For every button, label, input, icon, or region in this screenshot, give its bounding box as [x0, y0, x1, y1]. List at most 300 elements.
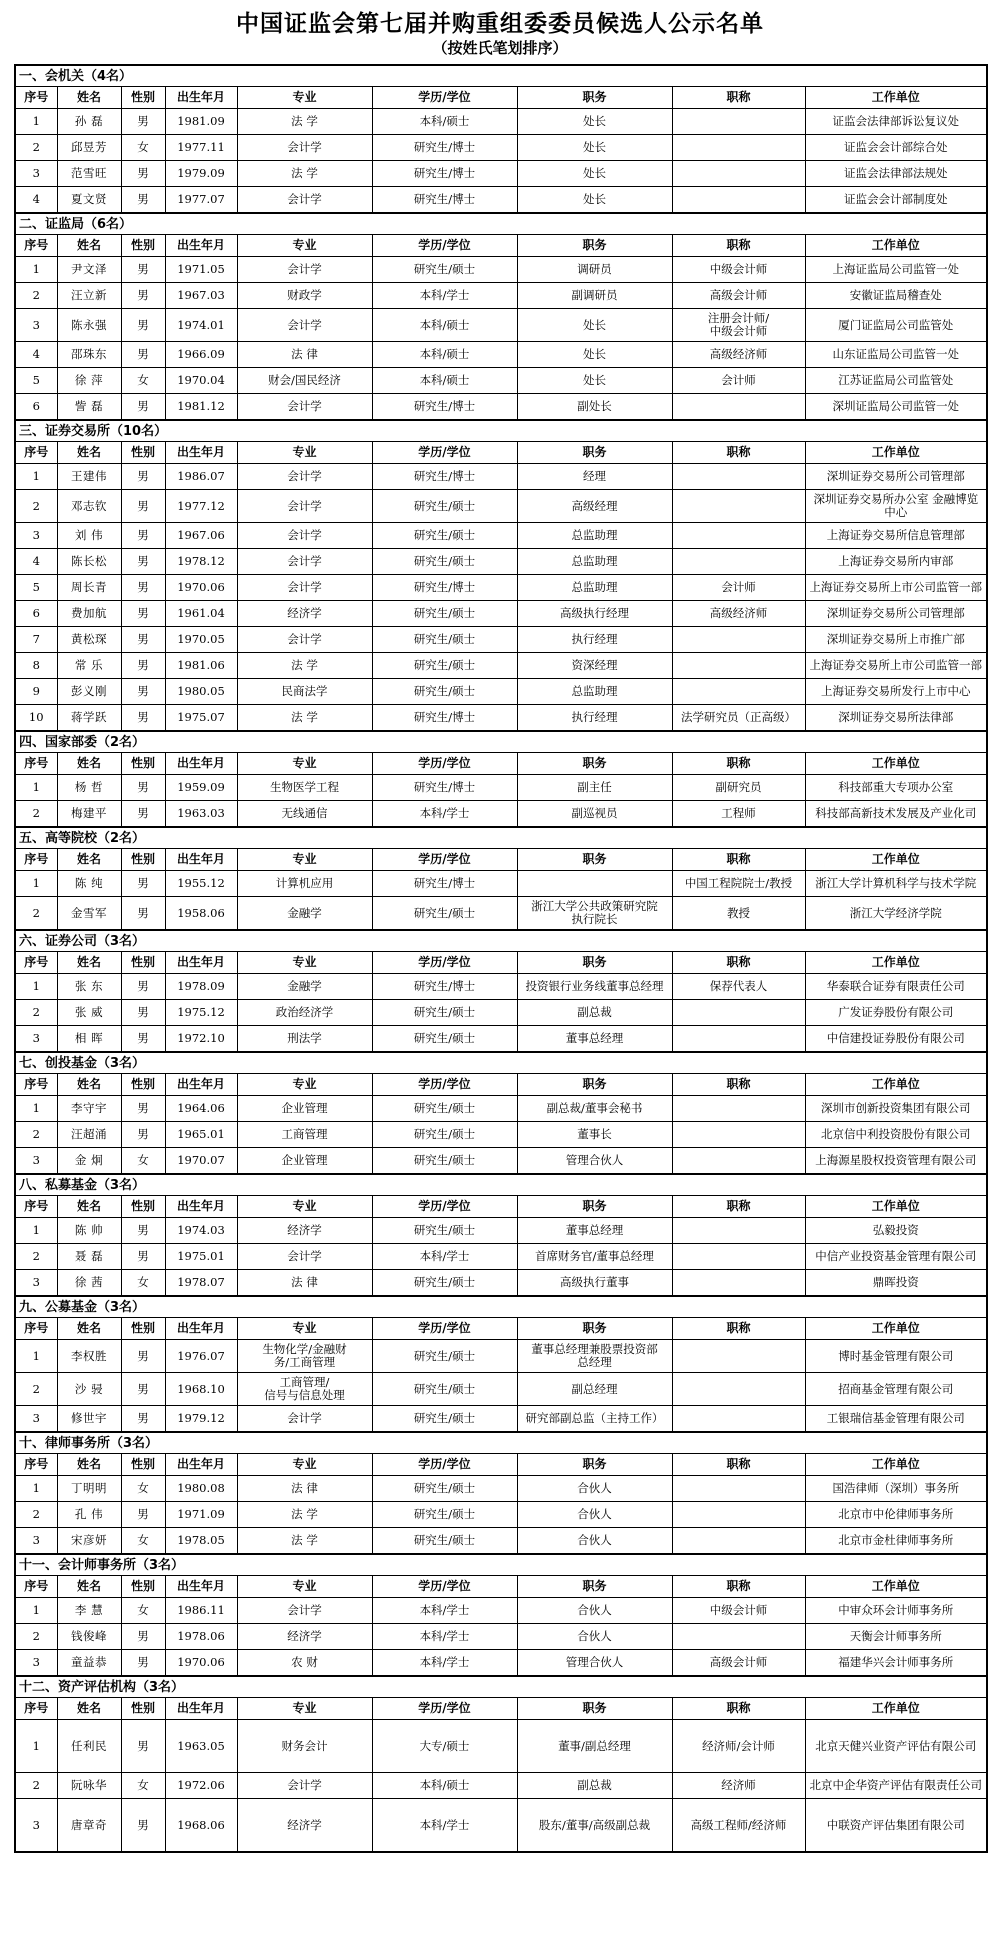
cell-name: 张 威 [57, 1000, 121, 1026]
cell-seq: 2 [15, 283, 57, 309]
cell-degree: 本科/硕士 [372, 342, 517, 368]
cell-major: 会计学 [237, 627, 372, 653]
cell-title: 高级经济师 [672, 342, 805, 368]
column-header-row [15, 1074, 987, 1096]
cell-birth: 1978.12 [165, 549, 237, 575]
cell-birth: 1976.07 [165, 1340, 237, 1373]
table-row [15, 490, 987, 523]
table-row [15, 283, 987, 309]
column-header-degree: 学历/学位 [372, 849, 517, 871]
table-row [15, 1148, 987, 1175]
cell-gender: 男 [121, 1650, 165, 1677]
column-header-title: 职称 [672, 87, 805, 109]
cell-unit: 鼎晖投资 [805, 1270, 987, 1297]
cell-major: 工商管理 [237, 1122, 372, 1148]
section-heading-row [15, 65, 987, 87]
column-header-title: 职称 [672, 1576, 805, 1598]
cell-degree: 本科/硕士 [372, 109, 517, 135]
column-header-unit: 工作单位 [805, 442, 987, 464]
cell-name: 訾 磊 [57, 394, 121, 421]
cell-unit: 天衡会计师事务所 [805, 1624, 987, 1650]
cell-position: 高级经理 [517, 490, 672, 523]
cell-major: 金融学 [237, 897, 372, 931]
cell-gender: 男 [121, 1502, 165, 1528]
cell-seq: 10 [15, 705, 57, 732]
column-header-birth: 出生年月 [165, 442, 237, 464]
cell-degree: 研究生/硕士 [372, 1026, 517, 1053]
cell-birth: 1978.09 [165, 974, 237, 1000]
cell-major: 企业管理 [237, 1096, 372, 1122]
cell-name: 孙 磊 [57, 109, 121, 135]
column-header-position: 职务 [517, 849, 672, 871]
cell-major: 政治经济学 [237, 1000, 372, 1026]
cell-unit: 深圳证券交易所法律部 [805, 705, 987, 732]
cell-gender: 男 [121, 679, 165, 705]
cell-name: 沙 骎 [57, 1373, 121, 1406]
cell-unit: 深圳证监局公司监管一处 [805, 394, 987, 421]
cell-degree: 研究生/硕士 [372, 1373, 517, 1406]
column-header-name: 姓名 [57, 1576, 121, 1598]
cell-title: 高级工程师/经济师 [672, 1799, 805, 1853]
cell-major: 工商管理/ 信号与信息处理 [237, 1373, 372, 1406]
cell-seq: 2 [15, 490, 57, 523]
cell-gender: 女 [121, 368, 165, 394]
cell-title [672, 1406, 805, 1433]
cell-birth: 1968.10 [165, 1373, 237, 1406]
table-row [15, 974, 987, 1000]
cell-position: 副主任 [517, 775, 672, 801]
column-header-unit: 工作单位 [805, 753, 987, 775]
cell-birth: 1970.07 [165, 1148, 237, 1175]
table-row [15, 394, 987, 421]
cell-degree: 研究生/硕士 [372, 549, 517, 575]
cell-position: 处长 [517, 342, 672, 368]
cell-unit: 中联资产评估集团有限公司 [805, 1799, 987, 1853]
cell-unit: 上海证券交易所上市公司监管一部 [805, 653, 987, 679]
cell-birth: 1972.10 [165, 1026, 237, 1053]
table-row [15, 775, 987, 801]
cell-name: 邓志钦 [57, 490, 121, 523]
cell-position: 处长 [517, 187, 672, 214]
column-header-birth: 出生年月 [165, 235, 237, 257]
column-header-title: 职称 [672, 849, 805, 871]
table-row [15, 109, 987, 135]
cell-title [672, 1000, 805, 1026]
cell-title [672, 549, 805, 575]
cell-title [672, 1218, 805, 1244]
cell-unit: 浙江大学计算机科学与技术学院 [805, 871, 987, 897]
column-header-row [15, 952, 987, 974]
cell-title: 副研究员 [672, 775, 805, 801]
cell-unit: 福建华兴会计师事务所 [805, 1650, 987, 1677]
cell-major: 会计学 [237, 1406, 372, 1433]
cell-seq: 4 [15, 187, 57, 214]
cell-name: 邱昱芳 [57, 135, 121, 161]
column-header-unit: 工作单位 [805, 1318, 987, 1340]
cell-title [672, 1340, 805, 1373]
cell-seq: 3 [15, 523, 57, 549]
cell-birth: 1970.06 [165, 575, 237, 601]
cell-seq: 4 [15, 342, 57, 368]
section-heading-row [15, 1432, 987, 1454]
table-row [15, 601, 987, 627]
cell-position: 研究部副总监（主持工作） [517, 1406, 672, 1433]
cell-major: 经济学 [237, 1799, 372, 1853]
cell-major: 计算机应用 [237, 871, 372, 897]
cell-title [672, 161, 805, 187]
cell-degree: 研究生/硕士 [372, 1340, 517, 1373]
cell-seq: 6 [15, 601, 57, 627]
cell-title [672, 1476, 805, 1502]
column-header-position: 职务 [517, 753, 672, 775]
cell-seq: 3 [15, 1270, 57, 1297]
cell-seq: 2 [15, 135, 57, 161]
cell-degree: 研究生/硕士 [372, 1406, 517, 1433]
cell-unit: 山东证监局公司监管一处 [805, 342, 987, 368]
column-header-degree: 学历/学位 [372, 1454, 517, 1476]
cell-birth: 1975.01 [165, 1244, 237, 1270]
cell-unit: 上海证券交易所信息管理部 [805, 523, 987, 549]
cell-degree: 本科/硕士 [372, 1773, 517, 1799]
cell-major: 法 学 [237, 1502, 372, 1528]
cell-major: 生物医学工程 [237, 775, 372, 801]
cell-name: 童益恭 [57, 1650, 121, 1677]
table-row [15, 1218, 987, 1244]
cell-unit: 上海证券交易所内审部 [805, 549, 987, 575]
cell-seq: 3 [15, 1148, 57, 1175]
cell-title: 中级会计师 [672, 257, 805, 283]
column-header-gender: 性别 [121, 849, 165, 871]
column-header-row [15, 1318, 987, 1340]
column-header-major: 专业 [237, 235, 372, 257]
column-header-gender: 性别 [121, 1196, 165, 1218]
cell-title: 高级会计师 [672, 283, 805, 309]
cell-position: 合伙人 [517, 1476, 672, 1502]
cell-gender: 男 [121, 109, 165, 135]
table-row [15, 1406, 987, 1433]
cell-position: 合伙人 [517, 1502, 672, 1528]
column-header-name: 姓名 [57, 442, 121, 464]
column-header-gender: 性别 [121, 952, 165, 974]
cell-unit: 上海源星股权投资管理有限公司 [805, 1148, 987, 1175]
candidate-table [14, 64, 988, 1853]
cell-degree: 研究生/硕士 [372, 653, 517, 679]
cell-birth: 1974.03 [165, 1218, 237, 1244]
cell-major: 会计学 [237, 394, 372, 421]
cell-name: 金 炯 [57, 1148, 121, 1175]
table-row [15, 1773, 987, 1799]
cell-unit: 安徽证监局稽查处 [805, 283, 987, 309]
cell-degree: 本科/学士 [372, 1598, 517, 1624]
cell-name: 邵珠东 [57, 342, 121, 368]
column-header-birth: 出生年月 [165, 1454, 237, 1476]
cell-unit: 北京市金杜律师事务所 [805, 1528, 987, 1555]
cell-name: 徐 茜 [57, 1270, 121, 1297]
column-header-row [15, 1698, 987, 1720]
cell-name: 蒋学跃 [57, 705, 121, 732]
cell-position: 首席财务官/董事总经理 [517, 1244, 672, 1270]
cell-name: 徐 萍 [57, 368, 121, 394]
cell-degree: 研究生/硕士 [372, 601, 517, 627]
cell-birth: 1961.04 [165, 601, 237, 627]
table-row [15, 1650, 987, 1677]
cell-gender: 男 [121, 1373, 165, 1406]
cell-seq: 3 [15, 1799, 57, 1853]
cell-gender: 男 [121, 1720, 165, 1773]
column-header-major: 专业 [237, 952, 372, 974]
cell-birth: 1981.12 [165, 394, 237, 421]
cell-title [672, 464, 805, 490]
table-row [15, 161, 987, 187]
section-heading: 二、证监局（6名） [15, 213, 987, 235]
cell-degree: 研究生/博士 [372, 135, 517, 161]
column-header-major: 专业 [237, 1698, 372, 1720]
cell-birth: 1965.01 [165, 1122, 237, 1148]
column-header-title: 职称 [672, 1318, 805, 1340]
column-header-degree: 学历/学位 [372, 753, 517, 775]
cell-title [672, 1528, 805, 1555]
column-header-row [15, 849, 987, 871]
cell-gender: 男 [121, 1096, 165, 1122]
column-header-degree: 学历/学位 [372, 952, 517, 974]
cell-seq: 1 [15, 1720, 57, 1773]
column-header-title: 职称 [672, 1698, 805, 1720]
column-header-seq: 序号 [15, 849, 57, 871]
cell-degree: 研究生/博士 [372, 187, 517, 214]
cell-title: 法学研究员（正高级） [672, 705, 805, 732]
cell-unit: 北京天健兴业资产评估有限公司 [805, 1720, 987, 1773]
section-heading: 七、创投基金（3名） [15, 1052, 987, 1074]
section-heading-row [15, 1052, 987, 1074]
table-row [15, 1373, 987, 1406]
cell-title [672, 109, 805, 135]
cell-title [672, 1244, 805, 1270]
cell-degree: 本科/学士 [372, 1624, 517, 1650]
column-header-title: 职称 [672, 442, 805, 464]
cell-birth: 1971.05 [165, 257, 237, 283]
cell-position: 经理 [517, 464, 672, 490]
cell-title [672, 1624, 805, 1650]
cell-seq: 3 [15, 1528, 57, 1555]
cell-position: 副总裁 [517, 1773, 672, 1799]
table-row [15, 705, 987, 732]
cell-birth: 1964.06 [165, 1096, 237, 1122]
cell-gender: 男 [121, 1406, 165, 1433]
cell-gender: 男 [121, 549, 165, 575]
cell-degree: 大专/硕士 [372, 1720, 517, 1773]
cell-title: 会计师 [672, 368, 805, 394]
column-header-name: 姓名 [57, 1318, 121, 1340]
cell-position: 董事总经理 [517, 1218, 672, 1244]
cell-birth: 1970.05 [165, 627, 237, 653]
column-header-seq: 序号 [15, 1698, 57, 1720]
cell-seq: 2 [15, 801, 57, 828]
cell-name: 丁明明 [57, 1476, 121, 1502]
cell-title [672, 523, 805, 549]
section-heading-row [15, 420, 987, 442]
cell-degree: 研究生/博士 [372, 974, 517, 1000]
column-header-birth: 出生年月 [165, 1318, 237, 1340]
cell-position: 执行经理 [517, 627, 672, 653]
cell-name: 唐章奇 [57, 1799, 121, 1853]
cell-unit: 证监会会计部综合处 [805, 135, 987, 161]
column-header-degree: 学历/学位 [372, 87, 517, 109]
column-header-gender: 性别 [121, 753, 165, 775]
cell-birth: 1981.06 [165, 653, 237, 679]
column-header-birth: 出生年月 [165, 87, 237, 109]
cell-degree: 研究生/硕士 [372, 1096, 517, 1122]
cell-degree: 研究生/博士 [372, 575, 517, 601]
cell-degree: 研究生/硕士 [372, 1476, 517, 1502]
cell-gender: 男 [121, 161, 165, 187]
column-header-major: 专业 [237, 1074, 372, 1096]
cell-name: 彭义刚 [57, 679, 121, 705]
cell-name: 陈 纯 [57, 871, 121, 897]
cell-gender: 女 [121, 1773, 165, 1799]
cell-position: 合伙人 [517, 1528, 672, 1555]
cell-birth: 1978.07 [165, 1270, 237, 1297]
cell-name: 张 东 [57, 974, 121, 1000]
column-header-title: 职称 [672, 1196, 805, 1218]
cell-position: 副巡视员 [517, 801, 672, 828]
table-row [15, 1624, 987, 1650]
section-heading-row [15, 1296, 987, 1318]
cell-title [672, 394, 805, 421]
cell-gender: 男 [121, 801, 165, 828]
cell-name: 周长青 [57, 575, 121, 601]
cell-birth: 1970.06 [165, 1650, 237, 1677]
table-row [15, 871, 987, 897]
column-header-position: 职务 [517, 87, 672, 109]
cell-birth: 1977.07 [165, 187, 237, 214]
column-header-row [15, 1576, 987, 1598]
cell-major: 会计学 [237, 135, 372, 161]
cell-major: 刑法学 [237, 1026, 372, 1053]
cell-seq: 5 [15, 368, 57, 394]
cell-title [672, 490, 805, 523]
cell-degree: 研究生/硕士 [372, 1528, 517, 1555]
cell-degree: 研究生/硕士 [372, 490, 517, 523]
column-header-unit: 工作单位 [805, 235, 987, 257]
cell-name: 陈 帅 [57, 1218, 121, 1244]
column-header-birth: 出生年月 [165, 1074, 237, 1096]
cell-unit: 上海证监局公司监管一处 [805, 257, 987, 283]
cell-gender: 男 [121, 309, 165, 342]
section-heading: 八、私募基金（3名） [15, 1174, 987, 1196]
cell-major: 企业管理 [237, 1148, 372, 1175]
column-header-seq: 序号 [15, 235, 57, 257]
cell-seq: 2 [15, 1624, 57, 1650]
cell-major: 会计学 [237, 575, 372, 601]
cell-name: 修世宇 [57, 1406, 121, 1433]
table-row [15, 342, 987, 368]
cell-major: 会计学 [237, 309, 372, 342]
table-row [15, 653, 987, 679]
cell-gender: 男 [121, 1122, 165, 1148]
cell-name: 宋彦妍 [57, 1528, 121, 1555]
column-header-birth: 出生年月 [165, 1196, 237, 1218]
cell-major: 金融学 [237, 974, 372, 1000]
column-header-birth: 出生年月 [165, 753, 237, 775]
cell-name: 杨 哲 [57, 775, 121, 801]
cell-major: 会计学 [237, 257, 372, 283]
cell-unit: 招商基金管理有限公司 [805, 1373, 987, 1406]
cell-birth: 1986.07 [165, 464, 237, 490]
cell-major: 会计学 [237, 464, 372, 490]
cell-degree: 本科/学士 [372, 283, 517, 309]
cell-position: 投资银行业务线董事总经理 [517, 974, 672, 1000]
cell-seq: 1 [15, 1096, 57, 1122]
cell-title [672, 653, 805, 679]
cell-major: 经济学 [237, 1218, 372, 1244]
cell-position: 总监助理 [517, 679, 672, 705]
column-header-position: 职务 [517, 1576, 672, 1598]
document-subtitle: （按姓氏笔划排序） [432, 39, 568, 57]
cell-birth: 1971.09 [165, 1502, 237, 1528]
column-header-position: 职务 [517, 1698, 672, 1720]
section-heading-row [15, 930, 987, 952]
cell-birth: 1959.09 [165, 775, 237, 801]
cell-major: 法 律 [237, 1270, 372, 1297]
cell-gender: 男 [121, 464, 165, 490]
cell-seq: 2 [15, 1000, 57, 1026]
cell-position: 处长 [517, 161, 672, 187]
column-header-name: 姓名 [57, 1454, 121, 1476]
cell-seq: 2 [15, 1773, 57, 1799]
column-header-seq: 序号 [15, 442, 57, 464]
cell-gender: 女 [121, 1598, 165, 1624]
document [14, 0, 986, 1853]
table-row [15, 897, 987, 931]
cell-gender: 男 [121, 1799, 165, 1853]
cell-position: 董事总经理兼股票投资部 总经理 [517, 1340, 672, 1373]
cell-position: 总监助理 [517, 575, 672, 601]
cell-gender: 男 [121, 1218, 165, 1244]
cell-degree: 研究生/博士 [372, 871, 517, 897]
cell-unit: 深圳证券交易所公司管理部 [805, 601, 987, 627]
cell-gender: 男 [121, 705, 165, 732]
cell-major: 无线通信 [237, 801, 372, 828]
table-row [15, 257, 987, 283]
table-row [15, 464, 987, 490]
cell-major: 财政学 [237, 283, 372, 309]
cell-gender: 男 [121, 187, 165, 214]
table-row [15, 309, 987, 342]
cell-position: 管理合伙人 [517, 1650, 672, 1677]
cell-degree: 本科/学士 [372, 801, 517, 828]
column-header-gender: 性别 [121, 1454, 165, 1476]
column-header-unit: 工作单位 [805, 1196, 987, 1218]
cell-position: 副总裁/董事会秘书 [517, 1096, 672, 1122]
cell-unit: 科技部高新技术发展及产业化司 [805, 801, 987, 828]
cell-degree: 研究生/硕士 [372, 1502, 517, 1528]
cell-seq: 2 [15, 897, 57, 931]
column-header-name: 姓名 [57, 952, 121, 974]
cell-seq: 2 [15, 1244, 57, 1270]
column-header-unit: 工作单位 [805, 1576, 987, 1598]
cell-unit: 证监会会计部制度处 [805, 187, 987, 214]
cell-unit: 中审众环会计师事务所 [805, 1598, 987, 1624]
cell-position: 副调研员 [517, 283, 672, 309]
cell-gender: 男 [121, 575, 165, 601]
cell-gender: 男 [121, 601, 165, 627]
cell-major: 会计学 [237, 187, 372, 214]
column-header-name: 姓名 [57, 235, 121, 257]
column-header-birth: 出生年月 [165, 1576, 237, 1598]
column-header-row [15, 442, 987, 464]
cell-position: 资深经理 [517, 653, 672, 679]
cell-degree: 研究生/硕士 [372, 1122, 517, 1148]
